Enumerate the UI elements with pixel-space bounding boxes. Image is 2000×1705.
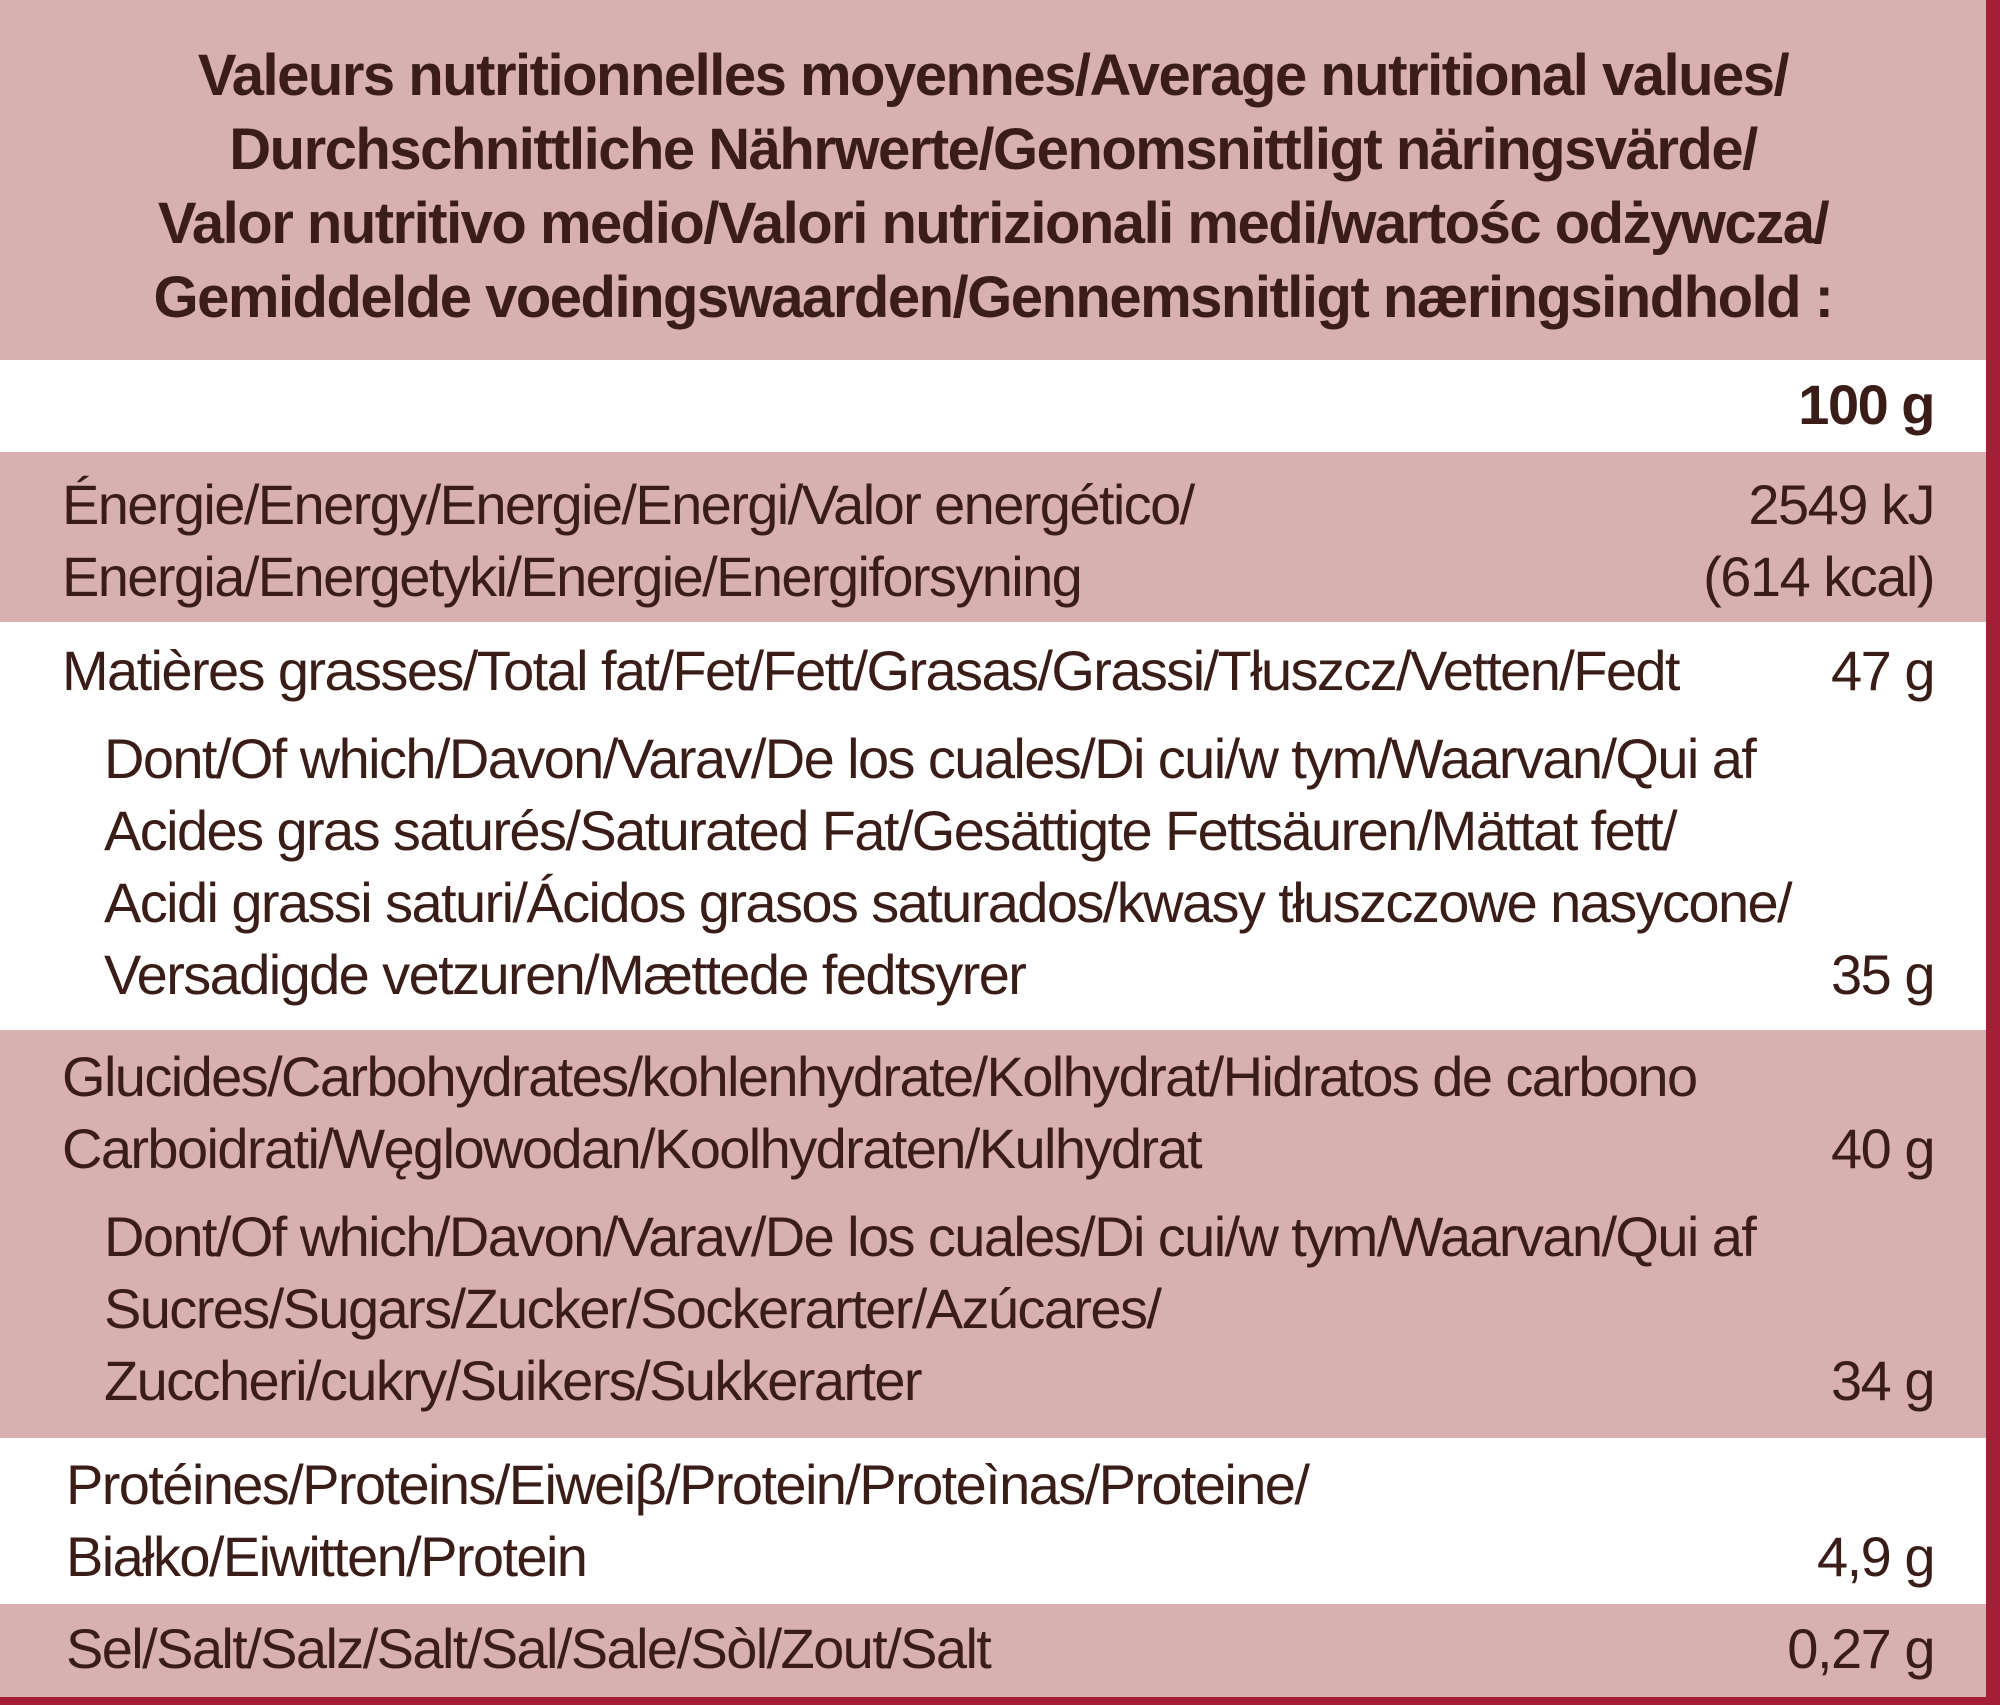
saturated-value: 35 g: [1831, 943, 1934, 1006]
saturated-label-line-3: Acidi grassi saturi/Ácidos grasos saturados/kwasy tłuszczowe nasycone/: [104, 871, 1792, 934]
energy-label-line-1: Énergie/Energy/Energie/Energi/Valor energético/: [62, 473, 1194, 536]
sugars-label-line-1: Dont/Of which/Davon/Varav/De los cuales/Di cui/w tym/Waarvan/Qui af: [104, 1205, 1756, 1268]
protein-label-line-1: Protéines/Proteins/Eiweiβ/Protein/Proteìnas/Proteine/: [66, 1453, 1309, 1516]
energy-value-kcal: (614 kcal): [1703, 545, 1934, 608]
protein-label-line-2: Białko/Eiwitten/Protein: [66, 1525, 587, 1588]
energy-row: [0, 452, 1986, 622]
carbs-label-line-2: Carboidrati/Węglowodan/Koolhydraten/Kulhydrat: [62, 1117, 1201, 1180]
energy-value-kj: 2549 kJ: [1748, 473, 1934, 536]
column-header-band: [0, 360, 1986, 452]
saturated-label-line-1: Dont/Of which/Davon/Varav/De los cuales/Di cui/w tym/Waarvan/Qui af: [104, 727, 1756, 790]
salt-value: 0,27 g: [1787, 1617, 1934, 1680]
sugars-label-line-3: Zuccheri/cukry/Suikers/Sukkerarter: [104, 1349, 921, 1412]
carbs-value: 40 g: [1831, 1117, 1934, 1180]
energy-label-line-2: Energia/Energetyki/Energie/Energiforsyning: [62, 545, 1082, 608]
column-header-100g: 100 g: [1798, 373, 1934, 436]
sugars-label-line-2: Sucres/Sugars/Zucker/Sockerarter/Azúcares/: [104, 1277, 1161, 1340]
header-band: [0, 0, 1986, 360]
saturated-label-line-2: Acides gras saturés/Saturated Fat/Gesättigte Fettsäuren/Mättat fett/: [104, 799, 1677, 862]
sugars-value: 34 g: [1831, 1349, 1934, 1412]
fat-value: 47 g: [1831, 639, 1934, 702]
fat-row: [0, 622, 1986, 1030]
carbs-row: [0, 1030, 1986, 1438]
header-line-3: Valor nutritivo medio/Valori nutrizionali medi/wartośc odżywcza/: [157, 191, 1829, 256]
salt-row: [0, 1604, 1986, 1697]
header-line-4: Gemiddelde voedingswaarden/Gennemsnitligt næringsindhold :: [153, 265, 1833, 330]
fat-label: Matières grasses/Total fat/Fet/Fett/Grasas/Grassi/Tłuszcz/Vetten/Fedt: [62, 639, 1679, 702]
carbs-label-line-1: Glucides/Carbohydrates/kohlenhydrate/Kolhydrat/Hidratos de carbono: [62, 1045, 1697, 1108]
header-line-1: Valeurs nutritionnelles moyennes/Average nutritional values/: [197, 43, 1789, 108]
header-line-2: Durchschnittliche Nährwerte/Genomsnittligt näringsvärde/: [229, 117, 1757, 182]
protein-row: [0, 1438, 1986, 1604]
salt-label: Sel/Salt/Salz/Salt/Sal/Sale/Sòl/Zout/Salt: [66, 1617, 991, 1680]
saturated-label-line-4: Versadigde vetzuren/Mættede fedtsyrer: [104, 943, 1026, 1006]
protein-value: 4,9 g: [1816, 1525, 1934, 1588]
